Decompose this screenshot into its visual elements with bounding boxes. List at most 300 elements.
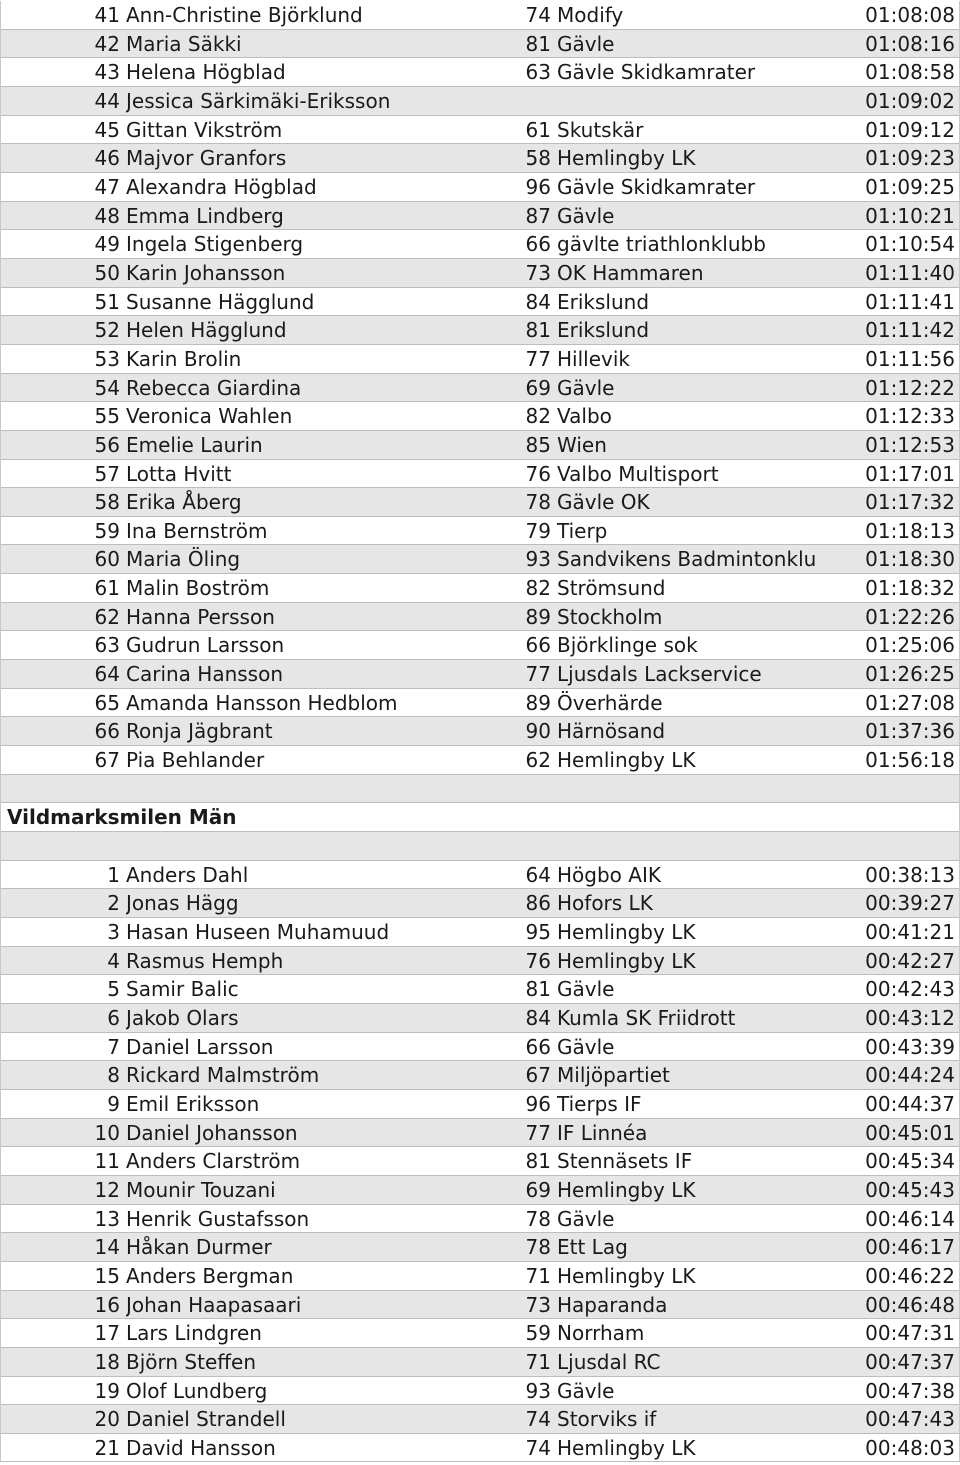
year-cell: 77 <box>525 1120 551 1145</box>
gap-cell <box>419 517 523 545</box>
club-cell: Gävle <box>557 375 615 400</box>
time-cell: 00:44:24 <box>865 1063 955 1088</box>
name-cell: Daniel Strandell <box>126 1407 286 1432</box>
place-cell: 9 <box>107 1091 120 1116</box>
result-row <box>1 517 959 546</box>
result-row <box>1 345 959 374</box>
gap-cell <box>419 947 523 975</box>
name-cell: Jessica Särkimäki-Eriksson <box>126 88 391 113</box>
place-cell: 6 <box>107 1005 120 1030</box>
place-cell: 15 <box>94 1263 120 1288</box>
gap-cell <box>419 1291 523 1319</box>
club-cell: Ljusdals Lackservice <box>557 662 762 687</box>
place-cell: 3 <box>107 920 120 944</box>
result-row <box>1 1348 959 1377</box>
club-cell: Ett Lag <box>557 1235 628 1260</box>
name-cell: Veronica Wahlen <box>126 404 293 429</box>
place-cell: 61 <box>94 576 120 601</box>
women-results <box>1 1 959 775</box>
name-cell: Emil Eriksson <box>126 1091 260 1116</box>
club-cell: Haparanda <box>557 1292 668 1317</box>
result-row <box>1 689 959 718</box>
year-cell: 85 <box>525 432 551 457</box>
club-cell: Stockholm <box>557 604 663 629</box>
year-cell: 73 <box>525 1292 551 1317</box>
gap-cell <box>419 1205 523 1233</box>
gap-cell <box>419 87 523 115</box>
gap-cell <box>419 488 523 516</box>
club-cell: Hemlingby LK <box>557 1435 696 1460</box>
name-cell: Håkan Durmer <box>126 1235 272 1260</box>
time-cell: 00:44:37 <box>865 1091 955 1116</box>
year-cell: 74 <box>525 1435 551 1460</box>
gap-cell <box>419 918 523 946</box>
year-cell: 93 <box>525 547 551 572</box>
result-row <box>1 1090 959 1119</box>
name-cell: Ronja Jägbrant <box>126 719 273 744</box>
place-cell: 58 <box>94 490 120 515</box>
gap-cell <box>419 1061 523 1089</box>
club-cell: Överhärde <box>557 690 663 715</box>
result-row <box>1 30 959 59</box>
year-cell: 69 <box>525 1177 551 1202</box>
result-row <box>1 288 959 317</box>
year-cell: 84 <box>525 1005 551 1030</box>
club-cell: Miljöpartiet <box>557 1063 670 1088</box>
result-row <box>1 1291 959 1320</box>
result-row <box>1 488 959 517</box>
time-cell: 01:22:26 <box>865 604 955 629</box>
year-cell: 58 <box>525 146 551 171</box>
result-row <box>1 58 959 87</box>
time-cell: 00:47:38 <box>865 1378 955 1403</box>
gap-cell <box>419 30 523 58</box>
gap-cell <box>419 1 523 29</box>
name-cell: Emma Lindberg <box>126 203 284 228</box>
gap-cell <box>419 259 523 287</box>
result-row <box>1 861 959 890</box>
name-cell: Jonas Hägg <box>126 891 239 916</box>
result-row <box>1 1262 959 1291</box>
club-cell: Högbo AIK <box>557 862 661 887</box>
name-cell: Emelie Laurin <box>126 432 263 457</box>
time-cell: 01:11:56 <box>865 346 955 371</box>
result-row <box>1 144 959 173</box>
club-cell: Hemlingby LK <box>557 748 696 773</box>
name-cell: Helen Hägglund <box>126 318 287 343</box>
time-cell: 00:38:13 <box>865 862 955 887</box>
year-cell: 78 <box>525 1206 551 1231</box>
place-cell: 49 <box>94 232 120 257</box>
place-cell: 53 <box>94 346 120 371</box>
year-cell: 71 <box>525 1263 551 1288</box>
year-cell <box>523 87 555 115</box>
gap-cell <box>419 1147 523 1175</box>
place-cell: 13 <box>94 1206 120 1231</box>
club-cell: Gävle Skidkamrater <box>557 60 756 85</box>
time-cell: 00:46:17 <box>865 1235 955 1260</box>
time-cell: 00:47:31 <box>865 1321 955 1346</box>
gap-cell <box>419 1090 523 1118</box>
name-cell: Anders Dahl <box>126 862 249 887</box>
time-cell: 01:18:32 <box>865 576 955 601</box>
year-cell: 62 <box>525 748 551 773</box>
place-cell: 47 <box>94 174 120 199</box>
men-heading-label: Vildmarksmilen Män <box>7 805 237 830</box>
time-cell: 00:46:14 <box>865 1206 955 1231</box>
place-cell: 16 <box>94 1292 120 1317</box>
gap-cell <box>419 1119 523 1147</box>
place-cell: 41 <box>94 3 120 27</box>
time-cell: 00:42:43 <box>865 977 955 1002</box>
club-cell: Storviks if <box>557 1407 657 1432</box>
result-row <box>1 259 959 288</box>
name-cell: Erika Åberg <box>126 490 242 515</box>
name-cell: Karin Brolin <box>126 346 242 371</box>
result-row <box>1 1061 959 1090</box>
club-cell: Stennäsets IF <box>557 1149 693 1174</box>
result-row <box>1 230 959 259</box>
year-cell: 95 <box>525 920 551 944</box>
year-cell: 77 <box>525 346 551 371</box>
place-cell: 8 <box>107 1063 120 1088</box>
club-cell: Gävle <box>557 31 615 56</box>
result-row <box>1 1233 959 1262</box>
place-cell: 14 <box>94 1235 120 1260</box>
gap-cell <box>419 58 523 86</box>
year-cell: 87 <box>525 203 551 228</box>
time-cell: 01:09:25 <box>865 174 955 199</box>
name-cell: Maria Öling <box>126 547 241 572</box>
result-row <box>1 374 959 403</box>
name-cell: Olof Lundberg <box>126 1378 268 1403</box>
spacer-row <box>1 832 959 861</box>
result-row <box>1 1405 959 1434</box>
gap-cell <box>419 545 523 573</box>
club-cell: Hemlingby LK <box>557 1177 696 1202</box>
gap-cell <box>419 1262 523 1290</box>
gap-cell <box>419 1405 523 1433</box>
result-row <box>1 316 959 345</box>
gap-cell <box>419 288 523 316</box>
result-row <box>1 1119 959 1148</box>
time-cell: 00:39:27 <box>865 891 955 916</box>
name-cell: Majvor Granfors <box>126 146 287 171</box>
result-row <box>1 1147 959 1176</box>
club-cell: Erikslund <box>557 289 650 314</box>
place-cell: 2 <box>107 891 120 916</box>
club-cell: OK Hammaren <box>557 260 704 285</box>
name-cell: Ina Bernström <box>126 518 268 543</box>
club-cell: Hemlingby LK <box>557 948 696 973</box>
name-cell: Pia Behlander <box>126 748 265 773</box>
name-cell: Hasan Huseen Muhamuud <box>126 920 390 944</box>
place-cell: 52 <box>94 318 120 343</box>
year-cell: 78 <box>525 1235 551 1260</box>
time-cell: 01:09:02 <box>865 88 955 113</box>
gap-cell <box>419 345 523 373</box>
time-cell: 00:43:12 <box>865 1005 955 1030</box>
name-cell: Rasmus Hemph <box>126 948 284 973</box>
place-cell: 12 <box>94 1177 120 1202</box>
name-cell: Hanna Persson <box>126 604 275 629</box>
name-cell: Karin Johansson <box>126 260 286 285</box>
place-cell: 48 <box>94 203 120 228</box>
place-cell: 11 <box>94 1149 120 1174</box>
name-cell: Helena Högblad <box>126 60 286 85</box>
time-cell: 00:45:01 <box>865 1120 955 1145</box>
club-cell: Tierps IF <box>557 1091 642 1116</box>
place-cell: 67 <box>94 748 120 773</box>
gap-cell <box>419 1004 523 1032</box>
result-row <box>1 173 959 202</box>
name-cell: Björn Steffen <box>126 1349 257 1374</box>
result-row <box>1 603 959 632</box>
club-cell <box>555 87 819 115</box>
gap-cell <box>419 460 523 488</box>
place-cell: 10 <box>94 1120 120 1145</box>
place-cell: 56 <box>94 432 120 457</box>
place-cell: 57 <box>94 461 120 486</box>
time-cell: 01:08:58 <box>865 60 955 85</box>
gap-cell <box>419 402 523 430</box>
time-cell: 01:10:54 <box>865 232 955 257</box>
time-cell: 01:11:41 <box>865 289 955 314</box>
year-cell: 77 <box>525 662 551 687</box>
gap-cell <box>419 717 523 745</box>
place-cell: 66 <box>94 719 120 744</box>
time-cell: 01:56:18 <box>865 748 955 773</box>
result-row <box>1 889 959 918</box>
club-cell: Hillevik <box>557 346 630 371</box>
year-cell: 59 <box>525 1321 551 1346</box>
club-cell: Gävle Skidkamrater <box>557 174 756 199</box>
result-row <box>1 660 959 689</box>
time-cell: 00:46:22 <box>865 1263 955 1288</box>
name-cell: Rebecca Giardina <box>126 375 302 400</box>
result-row <box>1 402 959 431</box>
gap-cell <box>419 975 523 1003</box>
year-cell: 90 <box>525 719 551 744</box>
time-cell: 01:26:25 <box>865 662 955 687</box>
place-cell: 20 <box>94 1407 120 1432</box>
gap-cell <box>419 689 523 717</box>
name-cell: Jakob Olars <box>126 1005 239 1030</box>
result-row <box>1 717 959 746</box>
year-cell: 66 <box>525 633 551 658</box>
name-cell: Malin Boström <box>126 576 270 601</box>
result-row <box>1 1319 959 1348</box>
name-cell: Maria Säkki <box>126 31 242 56</box>
time-cell: 01:18:30 <box>865 547 955 572</box>
year-cell: 69 <box>525 375 551 400</box>
time-cell: 01:09:12 <box>865 117 955 142</box>
gap-cell <box>419 603 523 631</box>
club-cell: Ljusdal RC <box>557 1349 661 1374</box>
year-cell: 76 <box>525 461 551 486</box>
year-cell: 84 <box>525 289 551 314</box>
gap-cell <box>419 574 523 602</box>
year-cell: 76 <box>525 948 551 973</box>
place-cell: 17 <box>94 1321 120 1346</box>
time-cell: 00:46:48 <box>865 1292 955 1317</box>
year-cell: 73 <box>525 260 551 285</box>
result-row <box>1 1004 959 1033</box>
result-row <box>1 631 959 660</box>
time-cell: 00:42:27 <box>865 948 955 973</box>
place-cell: 44 <box>94 88 120 113</box>
result-row <box>1 975 959 1004</box>
club-cell: Björklinge sok <box>557 633 698 658</box>
time-cell: 00:47:43 <box>865 1407 955 1432</box>
club-cell: Hofors LK <box>557 891 653 916</box>
gap-cell <box>419 631 523 659</box>
club-cell: Strömsund <box>557 576 666 601</box>
time-cell: 01:11:42 <box>865 318 955 343</box>
gap-cell <box>419 374 523 402</box>
place-cell: 60 <box>94 547 120 572</box>
year-cell: 63 <box>525 60 551 85</box>
gap-cell <box>419 1348 523 1376</box>
result-row <box>1 574 959 603</box>
place-cell: 21 <box>94 1435 120 1460</box>
gap-cell <box>419 144 523 172</box>
year-cell: 86 <box>525 891 551 916</box>
result-row <box>1 87 959 116</box>
result-row <box>1 1434 959 1463</box>
club-cell: IF Linnéa <box>557 1120 648 1145</box>
year-cell: 93 <box>525 1378 551 1403</box>
time-cell: 01:09:23 <box>865 146 955 171</box>
year-cell: 79 <box>525 518 551 543</box>
club-cell: Härnösand <box>557 719 666 744</box>
gap-cell <box>419 889 523 917</box>
place-cell: 42 <box>94 31 120 56</box>
club-cell: Tierp <box>557 518 608 543</box>
place-cell: 55 <box>94 404 120 429</box>
time-cell: 01:12:22 <box>865 375 955 400</box>
time-cell: 01:27:08 <box>865 690 955 715</box>
name-cell: Samir Balic <box>126 977 239 1002</box>
name-cell: Rickard Malmström <box>126 1063 320 1088</box>
club-cell: Hemlingby LK <box>557 920 696 944</box>
club-cell: Erikslund <box>557 318 650 343</box>
place-cell: 45 <box>94 117 120 142</box>
year-cell: 96 <box>525 174 551 199</box>
time-cell: 01:12:33 <box>865 404 955 429</box>
result-row <box>1 918 959 947</box>
club-cell: Valbo Multisport <box>557 461 719 486</box>
club-cell: Gävle OK <box>557 490 650 515</box>
place-cell: 59 <box>94 518 120 543</box>
place-cell: 54 <box>94 375 120 400</box>
result-row <box>1 1377 959 1406</box>
place-cell: 7 <box>107 1034 120 1059</box>
time-cell: 00:45:43 <box>865 1177 955 1202</box>
club-cell: gävlte triathlonklubb <box>557 232 766 257</box>
gap-cell <box>419 202 523 230</box>
place-cell: 46 <box>94 146 120 171</box>
name-cell: Daniel Johansson <box>126 1120 298 1145</box>
result-row <box>1 545 959 574</box>
gap-cell <box>419 1176 523 1204</box>
club-cell: Wien <box>557 432 607 457</box>
year-cell: 81 <box>525 977 551 1002</box>
place-cell: 18 <box>94 1349 120 1374</box>
name-cell: Anders Clarström <box>126 1149 301 1174</box>
time-cell: 00:45:34 <box>865 1149 955 1174</box>
year-cell: 89 <box>525 690 551 715</box>
year-cell: 81 <box>525 318 551 343</box>
gap-cell <box>419 116 523 144</box>
place-cell: 5 <box>107 977 120 1002</box>
place-cell: 63 <box>94 633 120 658</box>
name-cell: Johan Haapasaari <box>126 1292 302 1317</box>
year-cell: 89 <box>525 604 551 629</box>
club-cell: Gävle <box>557 1378 615 1403</box>
club-cell: Kumla SK Friidrott <box>557 1005 736 1030</box>
gap-cell <box>419 431 523 459</box>
year-cell: 82 <box>525 404 551 429</box>
year-cell: 81 <box>525 31 551 56</box>
time-cell: 01:08:08 <box>865 3 955 27</box>
result-row <box>1 947 959 976</box>
result-row <box>1 1 959 30</box>
time-cell: 00:47:37 <box>865 1349 955 1374</box>
time-cell: 01:10:21 <box>865 203 955 228</box>
name-cell: Gudrun Larsson <box>126 633 285 658</box>
place-cell: 4 <box>107 948 120 973</box>
club-cell: Gävle <box>557 977 615 1002</box>
name-cell: Daniel Larsson <box>126 1034 274 1059</box>
time-cell: 01:17:01 <box>865 461 955 486</box>
year-cell: 74 <box>525 1407 551 1432</box>
year-cell: 81 <box>525 1149 551 1174</box>
time-cell: 00:48:03 <box>865 1435 955 1460</box>
spacer-row <box>1 775 959 804</box>
name-cell: Anders Bergman <box>126 1263 294 1288</box>
club-cell: Modify <box>557 3 624 27</box>
time-cell: 00:43:39 <box>865 1034 955 1059</box>
time-cell: 01:18:13 <box>865 518 955 543</box>
place-cell: 62 <box>94 604 120 629</box>
club-cell: Valbo <box>557 404 612 429</box>
year-cell: 71 <box>525 1349 551 1374</box>
year-cell: 78 <box>525 490 551 515</box>
time-cell: 01:12:53 <box>865 432 955 457</box>
gap-cell <box>419 230 523 258</box>
gap-cell <box>419 861 523 889</box>
year-cell: 96 <box>525 1091 551 1116</box>
place-cell: 1 <box>107 862 120 887</box>
time-cell: 01:11:40 <box>865 260 955 285</box>
gap-cell <box>419 173 523 201</box>
place-cell: 19 <box>94 1378 120 1403</box>
result-row <box>1 116 959 145</box>
name-cell: Mounir Touzani <box>126 1177 276 1202</box>
place-cell: 50 <box>94 260 120 285</box>
name-cell: Ingela Stigenberg <box>126 232 304 257</box>
gap-cell <box>419 316 523 344</box>
result-row <box>1 746 959 775</box>
men-results <box>1 861 959 1463</box>
gap-cell <box>419 660 523 688</box>
name-cell: Gittan Vikström <box>126 117 283 142</box>
time-cell: 00:41:21 <box>865 920 955 944</box>
name-cell: Henrik Gustafsson <box>126 1206 310 1231</box>
club-cell: Norrham <box>557 1321 645 1346</box>
name-cell: Lotta Hvitt <box>126 461 232 486</box>
